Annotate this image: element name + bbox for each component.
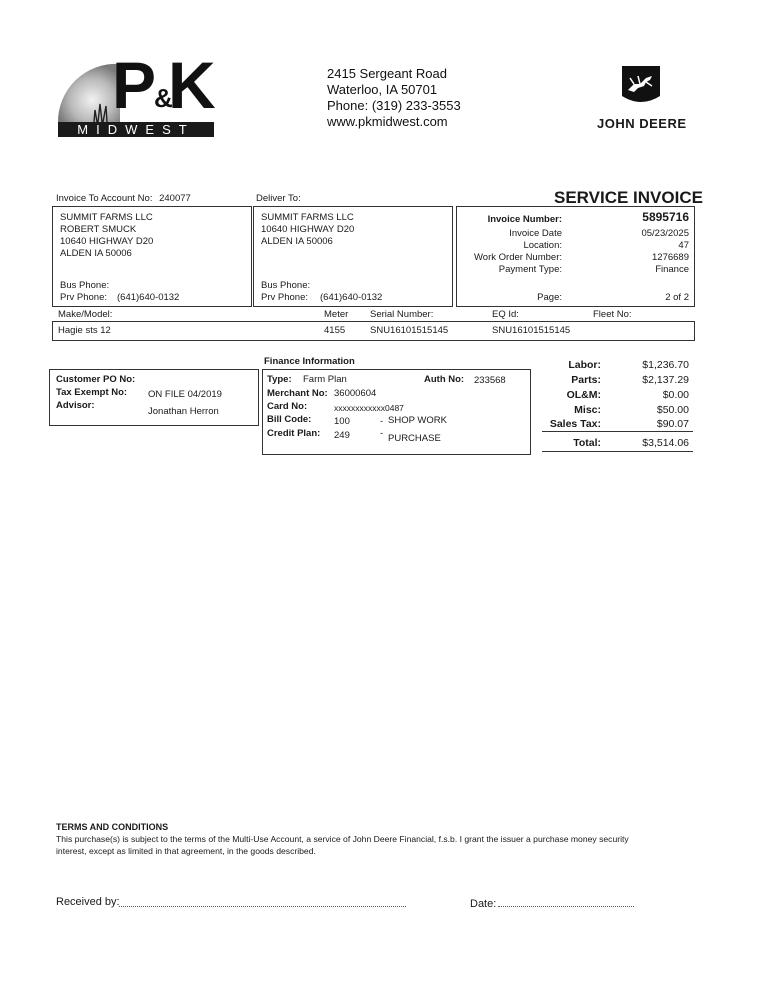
logo-ampersand: & (154, 83, 173, 113)
received-by-label: Received by: (56, 896, 120, 908)
misc-label: Misc: (574, 404, 601, 416)
deliver-prv-phone-label: Prv Phone: (261, 292, 308, 303)
invoice-to-account-label: Invoice To Account No: (56, 193, 153, 204)
sales-tax-value: $90.07 (656, 418, 689, 430)
olm-label: OL&M: (566, 389, 601, 401)
merchant-no-value: 36000604 (334, 388, 377, 399)
john-deere-deer-icon (618, 62, 664, 110)
misc-value: $50.00 (656, 404, 689, 416)
payment-type-value: Finance (655, 264, 689, 275)
bill-code-dash: - (380, 416, 384, 427)
received-by-signature-line[interactable] (119, 906, 406, 907)
deliver-to-line: 10640 HIGHWAY D20 (261, 224, 355, 235)
auth-no-label: Auth No: (424, 374, 465, 385)
logo-letter-k: K (168, 48, 216, 122)
service-invoice-title: SERVICE INVOICE (554, 188, 703, 207)
finance-type-value: Farm Plan (303, 374, 347, 385)
totals-divider-top (542, 431, 693, 432)
invoice-number: 5895716 (642, 210, 689, 224)
eq-id-label: EQ Id: (492, 309, 519, 320)
terms-line-1: This purchase(s) is subject to the terms of the Multi-Use Account, a service of John Deere Financial, f.s.b. I grant the issuer a purchase money security (56, 834, 629, 844)
logo-letter-p: P (112, 48, 157, 122)
date-signature-line[interactable] (498, 906, 634, 907)
olm-value: $0.00 (662, 389, 689, 401)
make-model-label: Make/Model: (58, 309, 113, 320)
pk-midwest-logo (50, 48, 216, 140)
bill-to-address (60, 212, 153, 260)
credit-plan-description: PURCHASE (388, 433, 441, 444)
deliver-prv-phone: (641)640-0132 (320, 292, 383, 303)
terms-line-2: interest, except as limited in that agreement, in the goods described. (56, 846, 316, 856)
page-value: 2 of 2 (665, 292, 689, 303)
card-no-label: Card No: (267, 401, 308, 412)
bill-code-label: Bill Code: (267, 414, 312, 425)
make-model-value: Hagie sts 12 (58, 325, 111, 336)
address-street: 2415 Sergeant Road (327, 66, 447, 81)
fleet-no-label: Fleet No: (593, 309, 632, 320)
merchant-no-label: Merchant No: (267, 388, 328, 399)
eq-id-value: SNU16101515145 (492, 325, 571, 336)
serial-number-value: SNU16101515145 (370, 325, 449, 336)
address-phone: Phone: (319) 233-3553 (327, 98, 461, 113)
meter-value: 4155 (324, 325, 346, 336)
work-order-value: 1276689 (652, 252, 689, 263)
work-order-label: Work Order Number: (474, 252, 562, 263)
customer-po-label: Customer PO No: (56, 374, 136, 385)
address-web: www.pkmidwest.com (327, 114, 448, 129)
deliver-bus-phone-label: Bus Phone: (261, 280, 311, 291)
bill-code-description: SHOP WORK (388, 415, 447, 426)
payment-type-label: Payment Type: (498, 264, 562, 275)
invoice-number-label: Invoice Number: (487, 214, 562, 225)
location-label: Location: (523, 240, 562, 251)
credit-plan-value: 249 (334, 430, 350, 441)
logo-sun-graphic (50, 56, 120, 126)
address-city: Waterloo, IA 50701 (327, 82, 438, 97)
total-label: Total: (573, 437, 601, 449)
deliver-to-line: ALDEN IA 50006 (261, 236, 333, 247)
sales-tax-label: Sales Tax: (549, 418, 601, 430)
parts-label: Parts: (571, 374, 601, 386)
invoice-date: 05/23/2025 (641, 228, 689, 239)
bill-to-line: ROBERT SMUCK (60, 224, 137, 235)
john-deere-wordmark: JOHN DEERE (597, 116, 687, 131)
total-value: $3,514.06 (642, 437, 689, 449)
finance-type-label: Type: (267, 374, 292, 385)
company-address (327, 66, 461, 130)
card-no-value: xxxxxxxxxxxx0487 (334, 403, 404, 413)
bill-to-prv-phone-label: Prv Phone: (60, 292, 107, 303)
deliver-to-address (261, 212, 354, 248)
labor-label: Labor: (568, 359, 601, 371)
bill-code-value: 100 (334, 416, 350, 427)
location-value: 47 (678, 240, 689, 251)
auth-no-value: 233568 (474, 375, 506, 386)
invoice-date-label: Invoice Date (509, 228, 562, 239)
invoice-to-account-value: 240077 (159, 193, 191, 204)
bill-to-prv-phone: (641)640-0132 (117, 292, 180, 303)
tax-exempt-label: Tax Exempt No: (56, 387, 128, 398)
deliver-to-label: Deliver To: (256, 193, 301, 204)
advisor-value: Jonathan Herron (148, 406, 219, 417)
bill-to-line: ALDEN IA 50006 (60, 248, 132, 259)
credit-plan-dash: - (380, 428, 384, 439)
serial-number-label: Serial Number: (370, 309, 434, 320)
finance-info-title: Finance Information (264, 356, 355, 367)
invoice-to-label (56, 193, 191, 205)
bill-to-line: SUMMIT FARMS LLC (60, 212, 153, 223)
totals-divider-bottom (542, 451, 693, 452)
advisor-label: Advisor: (56, 400, 95, 411)
date-label: Date: (470, 898, 497, 910)
logo-midwest-bar: MIDWEST (58, 122, 214, 137)
parts-value: $2,137.29 (642, 374, 689, 386)
page-label: Page: (537, 292, 562, 303)
bill-to-line: 10640 HIGHWAY D20 (60, 236, 154, 247)
terms-title: TERMS AND CONDITIONS (56, 822, 169, 832)
bill-to-bus-phone-label: Bus Phone: (60, 280, 110, 291)
labor-value: $1,236.70 (642, 359, 689, 371)
credit-plan-label: Credit Plan: (267, 428, 321, 439)
tax-exempt-value: ON FILE 04/2019 (148, 389, 222, 400)
meter-label: Meter (324, 309, 349, 320)
deliver-to-line: SUMMIT FARMS LLC (261, 212, 354, 223)
